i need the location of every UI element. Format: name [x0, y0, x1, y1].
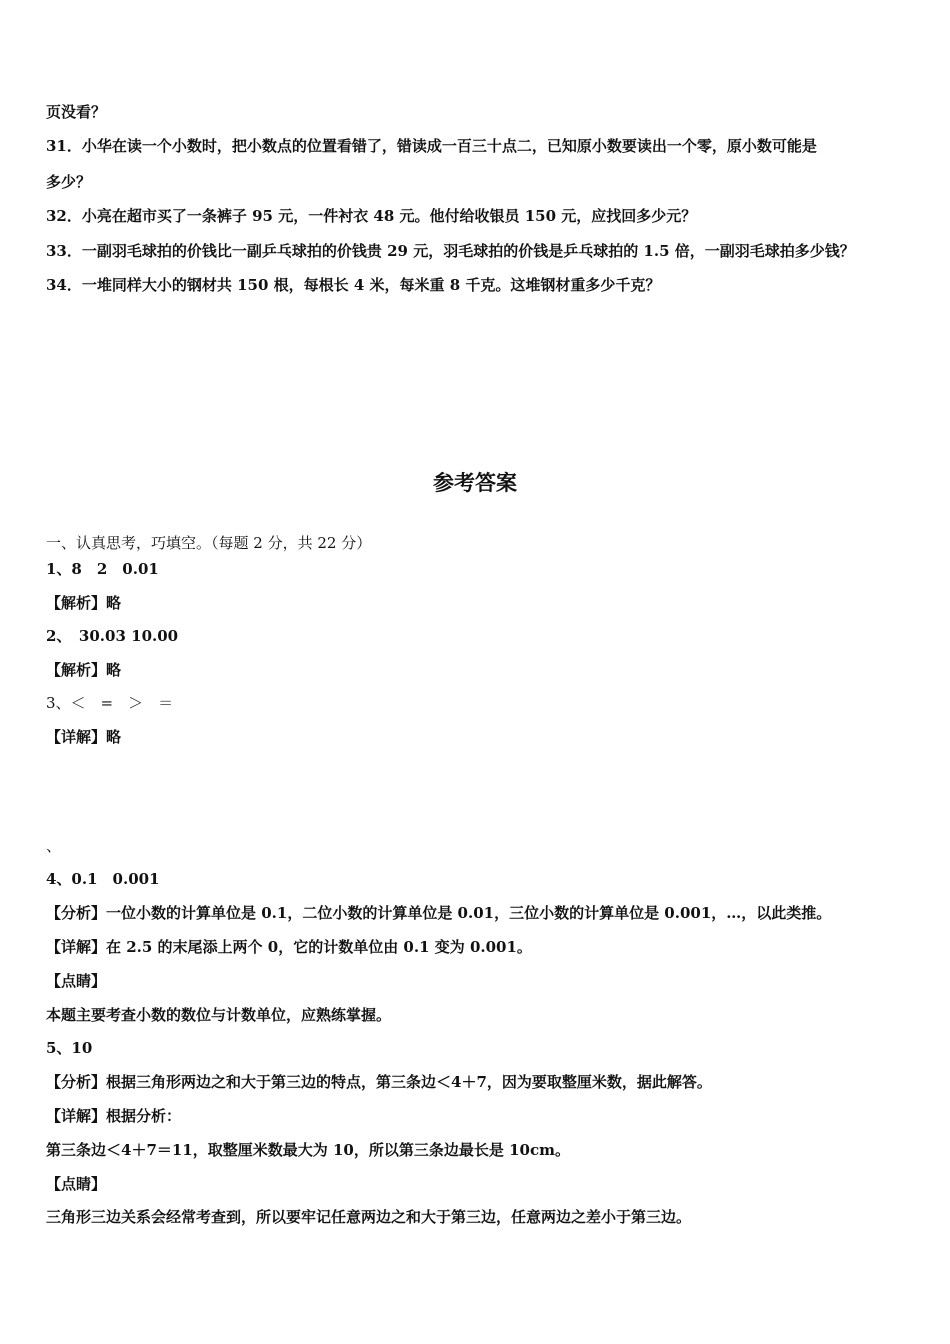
answer-5: 5、10 [46, 1039, 93, 1057]
answers-title: 参考答案 [433, 470, 517, 495]
answer-4-analysis: 【分析】一位小数的计算单位是 0.1，二位小数的计算单位是 0.01，三位小数的计算单位是 0.001，…，以此类推。 [46, 904, 832, 922]
answer-1: 1、8 2 0.01 [46, 560, 159, 578]
answer-4-tip-label: 【点睛】 [46, 972, 107, 990]
question-34: 34．一堆同样大小的钢材共 150 根，每根长 4 米，每米重 8 千克。这堆钢材重多少千克？ [46, 276, 661, 294]
answer-5-detail: 第三条边＜4＋7＝11，取整厘米数最大为 10，所以第三条边最长是 10cm。 [46, 1141, 570, 1159]
answer-2: 2、 30.03 10.00 [46, 627, 179, 645]
answer-1-note: 【解析】略 [46, 594, 122, 612]
answer-4: 4、0.1 0.001 [46, 870, 160, 888]
answer-5-tip: 三角形三边关系会经常考查到，所以要牢记任意两边之和大于第三边，任意两边之差小于第三边。 [46, 1208, 692, 1226]
question-30-tail: 页没看？ [46, 103, 107, 121]
question-32: 32．小亮在超市买了一条裤子 95 元，一件衬衣 48 元。他付给收银员 150 元，应找回多少元？ [46, 207, 697, 225]
stray-mark: 、 [46, 837, 62, 855]
answer-5-detail-label: 【详解】根据分析： [46, 1107, 182, 1125]
answer-2-note: 【解析】略 [46, 661, 122, 679]
answer-5-tip-label: 【点睛】 [46, 1175, 107, 1193]
answer-4-tip: 本题主要考查小数的数位与计数单位，应熟练掌握。 [46, 1006, 392, 1024]
answer-3: 3、＜ = ＞ ＝ [46, 694, 174, 712]
section-1-heading: 一、认真思考，巧填空。（每题 2 分，共 22 分） [46, 534, 372, 552]
question-33: 33．一副羽毛球拍的价钱比一副乒乓球拍的价钱贵 29 元，羽毛球拍的价钱是乒乓球拍的 1.5 倍，一副羽毛球拍多少钱？ [46, 242, 855, 260]
question-31-line1: 31．小华在读一个小数时，把小数点的位置看错了，错读成一百三十点二，已知原小数要读出一个零，原小数可能是 [46, 137, 817, 155]
answer-3-note: 【详解】略 [46, 728, 122, 746]
answer-5-analysis: 【分析】根据三角形两边之和大于第三边的特点，第三条边＜4＋7，因为要取整厘米数，据此解答。 [46, 1073, 712, 1091]
question-31-line2: 多少？ [46, 173, 92, 191]
answer-4-detail: 【详解】在 2.5 的末尾添上两个 0，它的计数单位由 0.1 变为 0.001。 [46, 938, 532, 956]
